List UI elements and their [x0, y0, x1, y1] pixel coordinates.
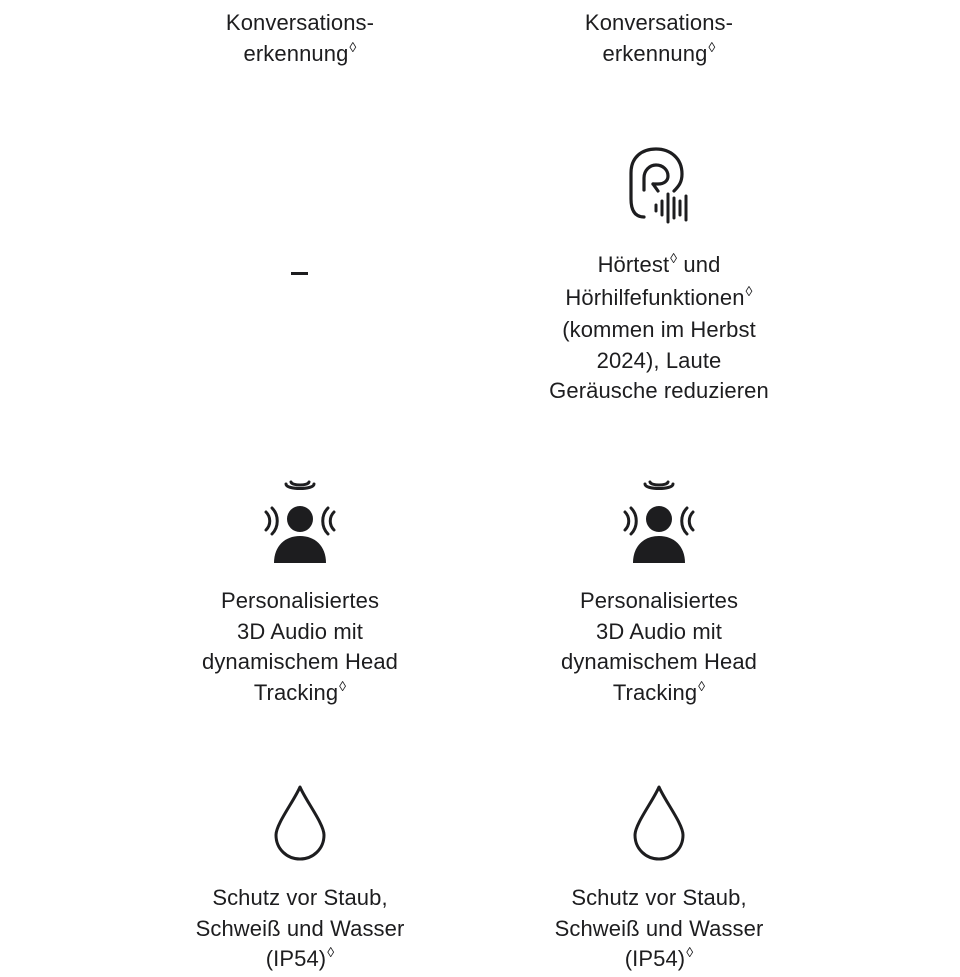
- footnote-mark[interactable]: ◊: [708, 38, 716, 55]
- spatial-audio-head-tracking-icon: [260, 479, 340, 565]
- footnote-mark[interactable]: ◊: [686, 944, 694, 960]
- feature-label-line: (IP54)◊: [265, 944, 335, 971]
- feature-label-line: 2024), Laute: [596, 347, 722, 373]
- feature-label-line: Tracking◊: [612, 677, 706, 705]
- feature-label-line: 3D Audio mit: [596, 618, 722, 644]
- feature-label-line: Konversations-: [584, 10, 734, 35]
- feature-hearing-health-right: [509, 250, 809, 407]
- feature-label-line: dynamischem Head: [201, 649, 399, 674]
- feature-label-line: Geräusche reduzieren: [549, 378, 769, 403]
- footnote-mark[interactable]: ◊: [698, 677, 706, 694]
- feature-conversation-detection-right: [509, 8, 809, 71]
- feature-spatial-audio-right: [509, 586, 809, 710]
- footnote-mark[interactable]: ◊: [327, 944, 335, 960]
- feature-label-line: erkennung◊: [243, 38, 357, 66]
- feature-label-line: Personalisiertes: [220, 588, 380, 613]
- feature-label-line: Konversations-: [225, 10, 375, 35]
- footnote-mark[interactable]: ◊: [349, 38, 357, 55]
- feature-water-resistance-left: [150, 883, 450, 977]
- not-available-dash: [291, 272, 308, 275]
- feature-label-line: erkennung◊: [602, 38, 716, 66]
- feature-conversation-detection-left: [150, 8, 450, 71]
- feature-label-line: (IP54)◊: [624, 944, 694, 971]
- feature-label-line: dynamischem Head: [560, 649, 758, 674]
- footnote-mark[interactable]: ◊: [745, 282, 753, 299]
- water-drop-icon: [272, 784, 328, 862]
- feature-label-line: Personalisiertes: [579, 588, 739, 613]
- feature-label-line: (kommen im Herbst: [562, 317, 756, 342]
- feature-label-line: Hörhilfefunktionen◊: [565, 282, 753, 310]
- footnote-mark[interactable]: ◊: [339, 677, 347, 694]
- feature-label-line: 3D Audio mit: [237, 618, 363, 644]
- ear-soundwave-icon: [625, 145, 695, 229]
- footnote-mark[interactable]: ◊: [670, 250, 678, 266]
- feature-label-line: Schutz vor Staub,: [212, 885, 388, 910]
- feature-label-line: Tracking◊: [253, 677, 347, 705]
- feature-label-line: Schutz vor Staub,: [571, 885, 747, 910]
- feature-water-resistance-right: [509, 883, 809, 977]
- feature-label-line: Hörtest◊ und: [597, 250, 721, 277]
- feature-spatial-audio-left: [150, 586, 450, 710]
- water-drop-icon: [631, 784, 687, 862]
- feature-label-line: Schweiß und Wasser: [554, 915, 764, 941]
- feature-label-line: Schweiß und Wasser: [195, 915, 405, 941]
- spatial-audio-head-tracking-icon: [619, 479, 699, 565]
